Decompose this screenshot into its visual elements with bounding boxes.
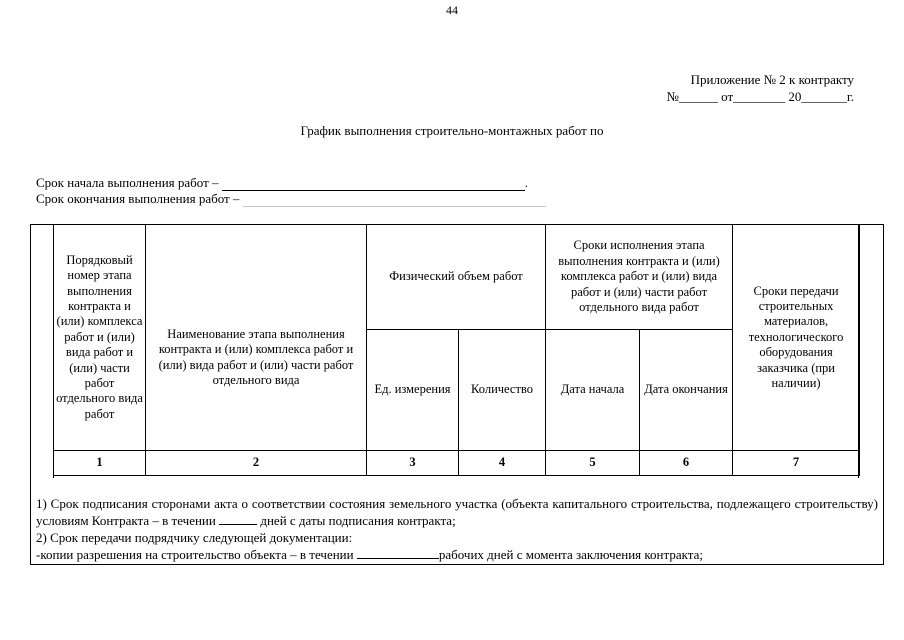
frame-divider-left — [53, 224, 54, 478]
workdays-blank — [357, 546, 439, 559]
header-stage-name: Наименование этапа выполнения контракта и (или) комплекса работ и (или) вида работ и (или) части работ отдельного вида — [146, 225, 367, 451]
note-1-text-end: дней с даты подписания контракта; — [257, 513, 456, 528]
column-number: 6 — [640, 451, 733, 476]
column-number: 1 — [54, 451, 146, 476]
end-date-label: Срок окончания выполнения работ – — [36, 191, 243, 206]
note-3-text-end: рабочих дней с момента заключения контракта; — [438, 547, 703, 562]
notes-section — [36, 495, 878, 563]
column-number: 2 — [146, 451, 367, 476]
start-date-blank — [222, 177, 525, 191]
column-number: 4 — [459, 451, 546, 476]
start-date-label: Срок начала выполнения работ – — [36, 175, 222, 190]
contract-number-line: №______ от________ 20_______г. — [666, 89, 854, 104]
header-material-transfer: Сроки передачи строительных материалов, технологического оборудования заказчика (при наличии) — [733, 225, 860, 451]
note-1-text: 1) Срок подписания сторонами акта о соответствии состояния земельного участка (объекта капитального строительства, подлежащего строительству) условиям Контракта – в течении — [36, 496, 878, 528]
schedule-table — [53, 224, 860, 476]
column-number-row — [54, 451, 860, 476]
appendix-header — [666, 71, 854, 105]
end-date-line — [36, 191, 546, 207]
column-number: 5 — [546, 451, 640, 476]
appendix-title: Приложение № 2 к контракту — [690, 72, 854, 87]
column-number: 3 — [367, 451, 459, 476]
note-2: 2) Срок передачи подрядчику следующей документации: — [36, 530, 353, 545]
days-blank — [219, 512, 257, 525]
note-1 — [36, 495, 878, 529]
header-deadlines: Сроки исполнения этапа выполнения контракта и (или) комплекса работ и (или) вида работ и (или) части работ отдельного вида работ — [546, 225, 733, 330]
header-stage-number: Порядковый номер этапа выполнения контракта и (или) комплекса работ и (или) вида работ и (или) части работ отдельного вида работ — [54, 225, 146, 451]
document-title: График выполнения строительно-монтажных работ по — [300, 123, 604, 138]
note-3 — [36, 546, 878, 563]
start-date-period: . — [524, 175, 529, 190]
end-date-blank — [243, 193, 546, 207]
header-unit: Ед. измерения — [367, 330, 459, 451]
frame-divider-right — [858, 224, 859, 478]
note-3-text: -копии разрешения на строительство объекта – в течении — [36, 547, 357, 562]
page-number: 44 — [446, 3, 458, 17]
header-date-start: Дата начала — [546, 330, 640, 451]
header-physical-volume: Физический объем работ — [367, 225, 546, 330]
header-date-end: Дата окончания — [640, 330, 733, 451]
column-number: 7 — [733, 451, 860, 476]
header-quantity: Количество — [459, 330, 546, 451]
start-date-line — [36, 175, 528, 191]
